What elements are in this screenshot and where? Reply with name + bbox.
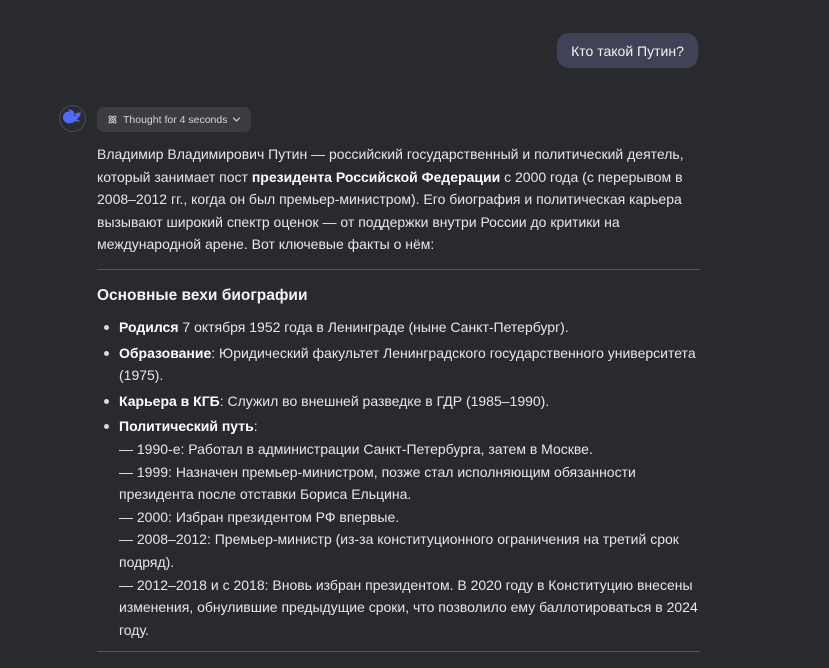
timeline-line: — 2000: Избран президентом РФ впервые. <box>119 508 400 525</box>
item-text: : Служил во внешней разведке в ГДР (1985–1990). <box>219 392 550 409</box>
item-text: : Юридический факультет Ленинградского государственного университета (1975). <box>119 344 696 384</box>
intro-text-2: с 2000 года (с перерывом в 2008–2012 гг., когда он был премьер-министром). Его биография и политическая карьера вызывают широкий спектр оценок — от поддержки внутри России до критики на международной арене. Вот ключевые факты о нём: <box>97 168 683 253</box>
list-item-political-path <box>97 415 700 641</box>
intro-text-1: Владимир Владимирович Путин — российский государственный и политический деятель, который занимает пост <box>97 146 684 185</box>
thought-toggle-button[interactable] <box>97 107 251 132</box>
item-label: Образование <box>119 344 212 361</box>
list-item-born <box>97 316 700 339</box>
timeline-line: — 2012–2018 и с 2018: Вновь избран президентом. В 2020 году в Конституцию внесены изменения, обнулившие предыдущие сроки, что позволило ему баллотироваться в 2024 году. <box>119 576 698 638</box>
whale-logo-icon <box>63 109 82 129</box>
facts-list <box>97 316 700 641</box>
divider <box>97 651 700 652</box>
item-text: : <box>253 418 258 435</box>
divider <box>97 269 700 270</box>
user-message-text: Кто такой Путин? <box>571 42 684 59</box>
chevron-down-icon <box>232 115 241 124</box>
list-item-kgb <box>97 390 700 413</box>
item-label: Карьера в КГБ <box>119 392 220 409</box>
intro-bold-text: президента Российской Федерации <box>251 168 501 185</box>
assistant-answer <box>97 143 700 652</box>
section-heading: Основные вехи биографии <box>97 286 308 304</box>
answer-intro <box>97 143 700 256</box>
timeline-line: — 1990-е: Работал в администрации Санкт-Петербурга, затем в Москве. <box>119 440 593 457</box>
timeline-line: — 1999: Назначен премьер-министром, позже стал исполняющим обязанности президента после отставки Бориса Ельцина. <box>119 463 636 503</box>
list-item-education <box>97 342 700 387</box>
item-label: Родился <box>119 318 179 335</box>
assistant-avatar <box>59 105 86 132</box>
atom-icon <box>107 114 118 125</box>
item-text: 7 октября 1952 года в Ленинграде (ныне Санкт-Петербург). <box>178 318 569 335</box>
timeline-line: — 2008–2012: Премьер-министр (из-за конституционного ограничения на третий срок подряд). <box>119 531 679 570</box>
thought-label: Thought for 4 seconds <box>123 113 228 126</box>
item-label: Политический путь <box>119 418 254 435</box>
user-message-bubble <box>557 33 698 68</box>
